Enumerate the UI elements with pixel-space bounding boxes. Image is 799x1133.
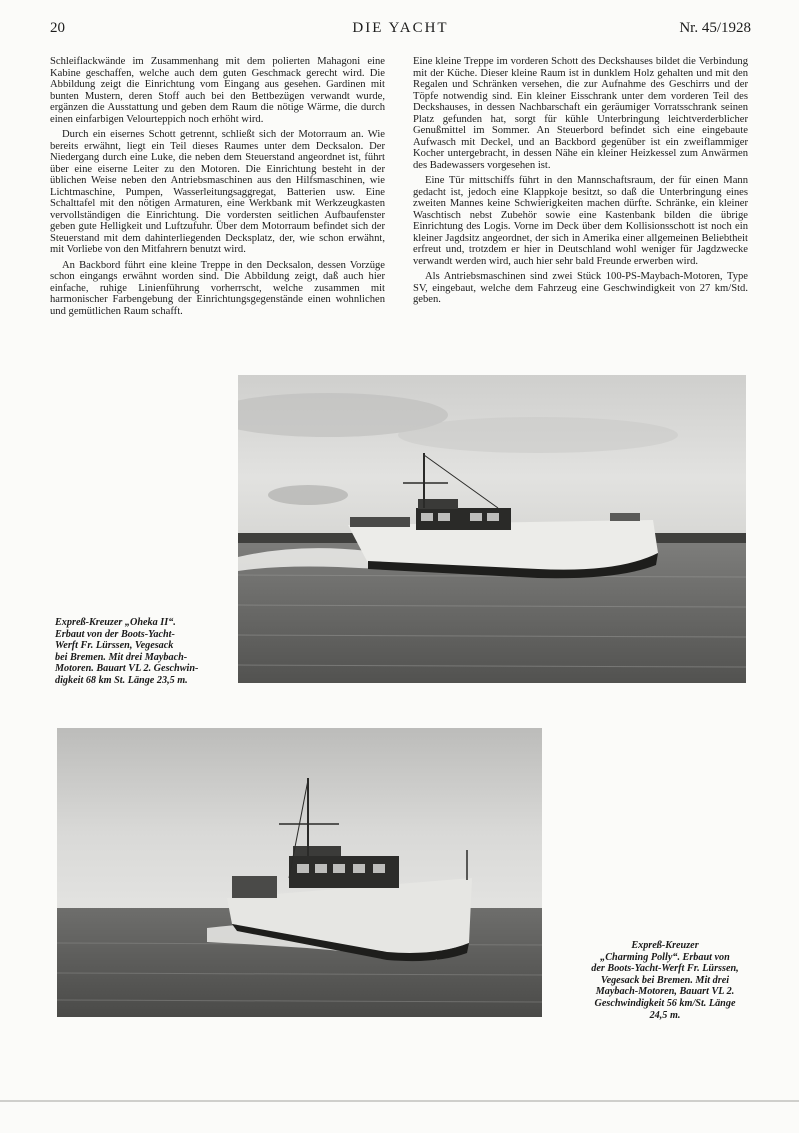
photo-charming-polly	[57, 728, 542, 1017]
caption-line: digkeit 68 km St. Länge 23,5 m.	[55, 674, 188, 686]
caption-line: Werft Fr. Lürssen, Vegesack	[55, 640, 174, 652]
boat-photo-illustration	[57, 728, 542, 1017]
caption-line: bei Bremen. Mit drei Maybach-	[55, 651, 188, 663]
paragraph: Durch ein eisernes Schott getrennt, schließt sich der Motorraum an. Wie bereits erwähnt, liegt ein Teil dieses Raumes unter dem Decksalon. Der Niedergang durch eine Luke, die neben dem Steuerstand angeordnet ist, führt über eine eiserne Leiter zu den Motoren. Die Einrichtung besteht in der üblichen Weise neben den Antriebsmaschinen aus den Hilfsmaschinen, wie Lichtmaschine, Pumpen, Wasserleitungsaggregat, Batterien usw. Eine Schalttafel mit den nötigen Armaturen, eine Werkbank mit Werkzeugkasten vervollständigen die Einrichtung. Die vordersten seitlichen Aufbaufenster geben gute Helligkeit und Luftzufuhr. Über dem Motorraum befindet sich der Steuerstand mit dem dahinterliegenden Decksplatz, der, wie schon erwähnt, mit Vorliebe von den Mitfahrern benutzt wird.	[50, 129, 385, 255]
paragraph: Als Antriebsmaschinen sind zwei Stück 100-PS-Maybach-Motoren, Type SV, eingebaut, welche dem Fahrzeug eine Geschwindigkeit von 27 km/Std. geben.	[413, 271, 748, 305]
left-text-column	[50, 56, 385, 321]
photo-caption-charming-polly	[575, 940, 755, 1021]
paragraph: Eine kleine Treppe im vorderen Schott des Deckshauses bildet die Verbindung mit der Küche. Dieser kleine Raum ist in dunklem Holz gehalten und mit den Regalen und Schränken versehen, die zur Aufnahme des Geschirrs und der Töpfe notwendig sind. Ein kleiner Eisschrank unter dem vorderen Teil des Deckshauses, in dessen Nachbarschaft ein geräumiger Vorratsschrank seinen Platz gefunden hat, sorgt für kühle Unterbringung leichtverderblicher Genußmittel im Sommer. An Steuerbord befindet sich eine eingebaute Aufwasch mit Deckel, und an Backbord gegenüber ist ein zweiflammiger Kocher untergebracht, in dessen Nähe ein kleiner Heizkessel zum Anwärmen des Badewassers vorgesehen ist.	[413, 56, 748, 171]
caption-line: der Boots-Yacht-Werft Fr. Lürssen,	[591, 963, 739, 975]
caption-line: „Charming Polly“. Erbaut von	[600, 951, 730, 963]
right-text-column	[413, 56, 748, 310]
boat-photo-illustration	[238, 375, 746, 683]
paragraph: An Backbord führt eine kleine Treppe in den Decksalon, dessen Vorzüge schon eingangs erwähnt worden sind. Die Abbildung zeigt, daß auch hier einfache, ruhige Linienführung vorherrscht, welche zusammen mit harmonischer Farbengebung der Einrichtungsgegenstände einen wohnlichen und gemütlichen Raum schafft.	[50, 259, 385, 317]
page-bottom-rule	[0, 1100, 799, 1102]
caption-line: Motoren. Bauart VL 2. Geschwin-	[55, 663, 199, 675]
issue-number: Nr. 45/1928	[679, 20, 751, 36]
magazine-title: DIE YACHT	[352, 20, 449, 36]
caption-line: Vegesack bei Bremen. Mit drei	[600, 974, 730, 986]
caption-line: Erbaut von der Boots-Yacht-	[55, 628, 175, 640]
photo-caption-oheka-ii	[55, 617, 230, 687]
caption-line: Expreß-Kreuzer „Oheka II“.	[55, 617, 176, 628]
page-header	[50, 20, 751, 42]
paragraph: Eine Tür mittschiffs führt in den Mannschaftsraum, der für einen Mann gedacht ist, jedoch eine Klappkoje besitzt, so daß die Unterbringung eines zweiten Mannes keine Schwierigkeiten machen dürfte. Schränke, ein kleiner Waschtisch nebst Zubehör sowie eine Kastenbank bilden die übrige Einrichtung des Logis. Vorne im Deck über dem Kollisionsschott ist noch ein kleiner Jagdsitz angeordnet, der sich in Amerika einer allgemeinen Beliebtheit erfreut und, trotzdem er hier in Deutschland wohl weniger für Jagdzwecke verwandt werden wird, auch hier sehr bald Freunde erwerben wird.	[413, 175, 748, 267]
caption-line: Maybach-Motoren, Bauart VL 2.	[595, 986, 735, 998]
photo-oheka-ii	[238, 375, 746, 683]
caption-line: Expreß-Kreuzer	[631, 940, 699, 951]
page-number: 20	[50, 20, 65, 36]
caption-line: 24,5 m.	[649, 1009, 681, 1021]
caption-line: Geschwindigkeit 56 km/St. Länge	[594, 997, 736, 1009]
paragraph: Schleiflackwände im Zusammenhang mit dem polierten Mahagoni eine Kabine geschaffen, welche auch dem guten Geschmack gerecht wird. Die Abbildung zeigt die Einrichtung vom Eingang aus gesehen. Gardinen mit bunten Mustern, deren Stoff auch bei den Bettbezügen verwandt wurde, ergänzen die Ausstattung und geben dem Raum die nötige Wärme, die durch einen einfarbigen Velourteppich noch erhöht wird.	[50, 56, 385, 125]
